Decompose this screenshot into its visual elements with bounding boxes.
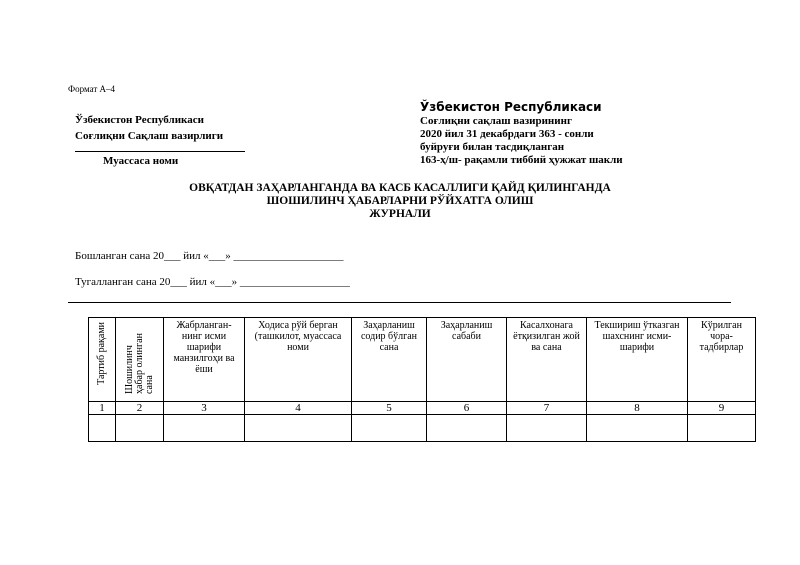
start-date-field: Бошланган сана 20___ йил «___» ____________________ (75, 250, 344, 262)
table-cell[interactable] (427, 415, 507, 442)
table-cell[interactable] (587, 415, 688, 442)
col-number: 5 (352, 402, 427, 415)
right-header-approved: буйруғи билан тасдиқланган (420, 141, 565, 153)
left-header-republic: Ўзбекистон Республикаси (75, 114, 204, 126)
table-header-row (89, 318, 756, 402)
left-header-ministry: Соғлиқни Сақлаш вазирлиги (75, 130, 224, 142)
end-date-field: Тугалланган сана 20___ йил «___» ____________________ (75, 276, 350, 288)
col-number: 7 (507, 402, 587, 415)
table-cell[interactable] (245, 415, 352, 442)
table-cell[interactable] (164, 415, 245, 442)
col-number: 3 (164, 402, 245, 415)
right-header (420, 101, 623, 167)
col-number: 4 (245, 402, 352, 415)
right-header-minister: Соғлиқни сақлаш вазирининг (420, 115, 572, 127)
col-number: 6 (427, 402, 507, 415)
table-cell[interactable] (89, 415, 116, 442)
title-line-2: ШОШИЛИНЧ ҲАБАРЛАРНИ РЎЙХАТГА ОЛИШ (266, 195, 534, 207)
institution-blank-line (75, 151, 245, 152)
col-header-received-date: Шошилинч ҳабар олинган сана (116, 318, 164, 402)
left-header (75, 112, 223, 144)
table-cell[interactable] (507, 415, 587, 442)
col-header-poisoning-cause: Заҳарланиш сабаби (427, 318, 507, 402)
horizontal-rule (68, 302, 731, 303)
col-number: 8 (587, 402, 688, 415)
col-header-poisoning-date: Заҳарланиш содир бўлган сана (352, 318, 427, 402)
table-number-row (89, 402, 756, 415)
title-line-3: ЖУРНАЛИ (369, 208, 431, 220)
document-title (0, 182, 800, 221)
col-header-measures: Кўрилган чора-тадбирлар (688, 318, 756, 402)
right-header-order: 2020 йил 31 декабрдаги 363 - сонли (420, 128, 594, 140)
col-number: 2 (116, 402, 164, 415)
format-label: Формат А–4 (68, 84, 116, 94)
right-header-form-number: 163-ҳ/ш- рақамли тиббий ҳужжат шакли (420, 154, 623, 166)
title-line-1: ОВҚАТДАН ЗАҲАРЛАНГАНДА ВА КАСБ КАСАЛЛИГИ ҚАЙД ҚИЛИНГАНДА (189, 182, 611, 194)
institution-name-label: Муассаса номи (103, 155, 179, 167)
col-header-inspector: Текшириш ўтказган шахснинг исми-шарифи (587, 318, 688, 402)
journal-table (88, 317, 756, 442)
table-cell[interactable] (688, 415, 756, 442)
col-header-hospitalization: Касалхонага ётқизилган жой ва сана (507, 318, 587, 402)
table-row (89, 415, 756, 442)
col-header-order-number: Тартиб рақами (89, 318, 116, 402)
table-cell[interactable] (352, 415, 427, 442)
table-cell[interactable] (116, 415, 164, 442)
col-header-incident-place: Ходиса рўй берган (ташкилот, муассаса номи (245, 318, 352, 402)
right-header-republic: Ўзбекистон Республикаси (420, 100, 602, 114)
col-number: 9 (688, 402, 756, 415)
col-number: 1 (89, 402, 116, 415)
col-header-victim: Жабрланган-нинг исми шарифи манзилгоҳи ва ёши (164, 318, 245, 402)
